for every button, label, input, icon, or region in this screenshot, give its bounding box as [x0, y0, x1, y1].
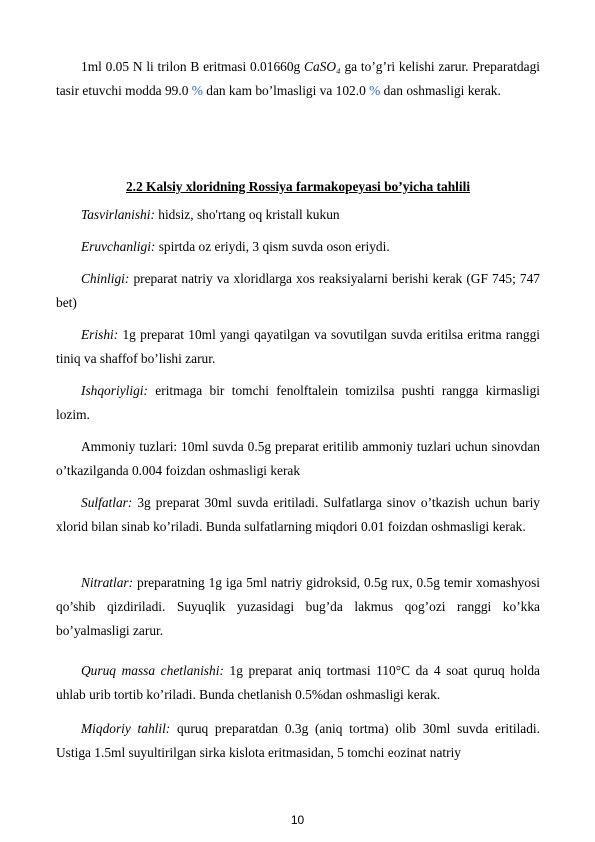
paragraph-loss-on-drying: Quruq massa chetlanishi: 1g preparat aniq tortmasi 110°C da 4 soat quruq holda uhlab urib tortib ko’riladi. Bunda chetlanish 0.5%dan oshmasligi kerak. — [56, 663, 540, 703]
term-label: Tasvirlanishi: — [81, 207, 155, 222]
term-label: Eruvchanligi: — [81, 239, 156, 254]
paragraph-alkalinity: Ishqoriyligi: eritmaga bir tomchi fenolftalein tomizilsa pushti rangga kirmasligi lozim. — [56, 383, 540, 423]
paragraph-ammonium: Ammoniy tuzlari: 10ml suvda 0.5g preparat eritilib ammoniy tuzlari uchun sinovdan o’tkazilganda 0.004 foizdan oshmasligi kerak — [56, 439, 540, 479]
percent-sign: % — [369, 83, 381, 99]
paragraph-assay: Miqdoriy tahlil: quruq preparatdan 0.3g (aniq tortma) olib 30ml suvda eritiladi. Ustiga 1.5ml suyultirilgan sirka kislota eritmasidan, 5 tomchi eozinat natriy — [56, 721, 541, 761]
paragraph-assay-requirement: 1ml 0.05 N li trilon B eritmasi 0.01660g CaSO₄ ga to’g’ri kelishi zarur. Preparatdagi tasir etuvchi modda 99.0 % dan kam bo’lmasligi va 102.0 % dan oshmasligi kerak. — [56, 59, 540, 99]
term-label: Miqdoriy tahlil: — [81, 721, 171, 736]
paragraph-solubility: Eruvchanligi: spirtda oz eriydi, 3 qism suvda oson eriydi. — [81, 239, 390, 254]
percent-sign: % — [191, 83, 203, 99]
formula-caso4: CaSO₄ — [304, 59, 341, 74]
paragraph-identity: Chinligi: preparat natriy va xloridlarga xos reaksiyalarni berishi kerak (GF 745; 747 bet) — [56, 271, 540, 311]
term-label: Sulfatlar: — [81, 495, 133, 510]
term-label: Ishqoriyligi: — [81, 383, 148, 398]
section-heading: 2.2 Kalsiy xloridning Rossiya farmakopeyasi bo’yicha tahlili — [125, 179, 471, 194]
term-label: Chinligi: — [81, 271, 130, 286]
term-label: Quruq massa chetlanishi: — [81, 663, 224, 678]
term-label: Nitratlar: — [81, 575, 134, 590]
paragraph-nitrates: Nitratlar: preparatning 1g iga 5ml natriy gidroksid, 0.5g rux, 0.5g temir xomashyosi qo’shib qizdiriladi. Suyuqlik yuzasidagi bug’da lakmus qog’ozi ranggi ko’kka bo’yalmasligi zarur. — [56, 575, 540, 639]
term-label: Erishi: — [81, 327, 119, 342]
paragraph-description: Tasvirlanishi: hidsiz, sho'rtang oq kristall kukun — [81, 207, 340, 222]
paragraph-dissolution: Erishi: 1g preparat 10ml yangi qayatilgan va sovutilgan suvda eritilsa eritma ranggi tiniq va shaffof bo’lishi zarur. — [56, 327, 540, 367]
page-number: 10 — [290, 813, 305, 827]
paragraph-sulfates: Sulfatlar: 3g preparat 30ml suvda eritiladi. Sulfatlarga sinov o’tkazish uchun bariy xlorid bilan sinab ko’riladi. Bunda sulfatlarning miqdori 0.01 foizdan oshmasligi kerak. — [56, 495, 540, 535]
